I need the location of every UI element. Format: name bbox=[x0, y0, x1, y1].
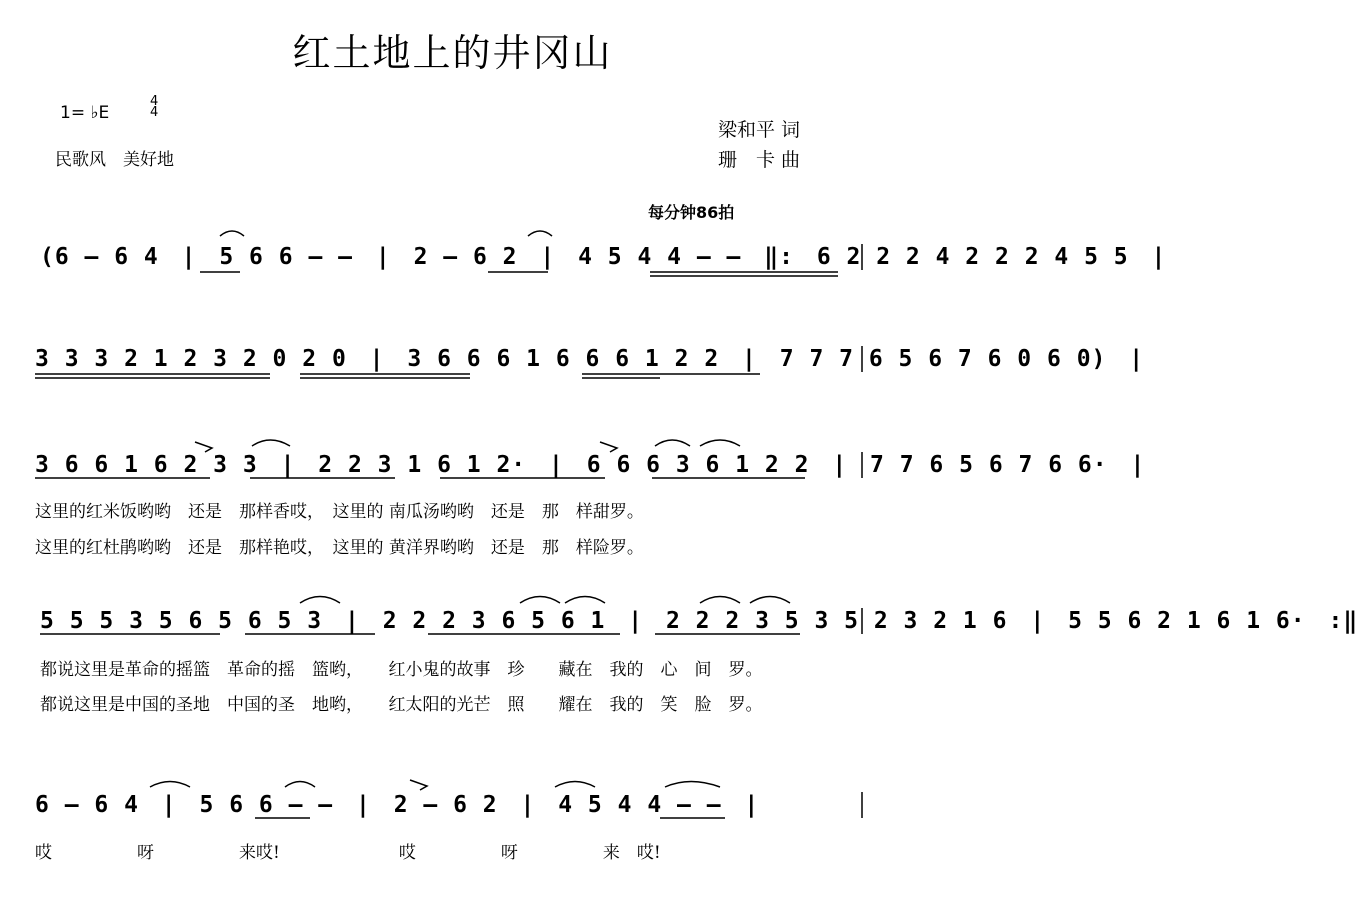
measure: 2 2 2 3 5 3 5 2 3 2 1 6 bbox=[665, 608, 1008, 634]
barline: | bbox=[540, 244, 556, 270]
measure: 6 — 6 4 bbox=[35, 792, 139, 818]
barline: | bbox=[1130, 452, 1146, 478]
measure: 3 6 6 6 1 6 6 6 1 2 2 bbox=[407, 346, 720, 372]
barline: | bbox=[369, 346, 385, 372]
measure: 2 2 2 3 6 5 6 1 bbox=[382, 608, 606, 634]
repeat-start: ‖: bbox=[764, 244, 794, 270]
lyrics-verse-1: 这里的红米饭哟哟 还是 那样香哎， 这里的 南瓜汤哟哟 还是 那 样甜罗。 bbox=[35, 502, 644, 522]
barline: | bbox=[832, 452, 848, 478]
measure: 3 3 3 2 1 2 3 2 0 2 0 bbox=[35, 346, 347, 372]
barline: | bbox=[744, 792, 760, 818]
measure: (6 — 6 4 bbox=[40, 244, 159, 270]
barline: | bbox=[742, 346, 757, 372]
barline: | bbox=[628, 608, 644, 634]
lyrics-ending: 哎 呀 来哎! 哎 呀 来 哎! bbox=[35, 843, 661, 863]
lyrics-verse-2: 都说这里是中国的圣地 中国的圣 地哟， 红太阳的光芒 照 耀在 我的 笑 脸 罗。 bbox=[40, 695, 763, 715]
song-title: 红土地上的井冈山 bbox=[292, 31, 613, 75]
lyrics-verse-1: 都说这里是革命的摇篮 革命的摇 篮哟， 红小鬼的故事 珍 藏在 我的 心 间 罗。 bbox=[40, 660, 763, 680]
barline: | bbox=[1030, 608, 1046, 634]
key-signature: 1= ♭E bbox=[60, 103, 110, 123]
measure: 7 7 6 5 6 7 6 6· bbox=[870, 452, 1108, 478]
barline: | bbox=[375, 244, 391, 270]
measure: 4 5 4 4 — — bbox=[558, 792, 722, 818]
barline: | bbox=[280, 452, 296, 478]
tempo-marking: 每分钟86拍 bbox=[648, 203, 735, 222]
barline: | bbox=[356, 792, 371, 818]
measure: 5 5 5 3 5 6 5 6 5 3 bbox=[40, 608, 323, 634]
lyrics-verse-2: 这里的红杜鹃哟哟 还是 那样艳哎， 这里的 黄洋界哟哟 还是 那 样险罗。 bbox=[35, 538, 644, 558]
measure: 5 6 6 — — bbox=[219, 244, 353, 270]
measure: 4 5 4 4 — — bbox=[578, 244, 742, 270]
measure: 2 — 6 2 bbox=[413, 244, 518, 270]
measure: 6 6 6 3 6 1 2 2 bbox=[586, 452, 810, 478]
measure: 2 2 3 1 6 1 2· bbox=[318, 452, 527, 478]
style-marking: 民歌风 美好地 bbox=[55, 150, 174, 170]
measure: 7 7 7 6 5 6 7 6 0 6 0) bbox=[779, 346, 1107, 372]
time-signature: 4 4 bbox=[150, 94, 159, 120]
barline: | bbox=[181, 244, 197, 270]
measure: 5 5 6 2 1 6 1 6· bbox=[1068, 608, 1306, 634]
measure: 3 6 6 1 6 2 3 3 bbox=[35, 452, 258, 478]
measure: 2 — 6 2 bbox=[393, 792, 498, 818]
composer-credit: 珊 卡 曲 bbox=[718, 149, 801, 171]
barline: | bbox=[344, 608, 360, 634]
lyricist-credit: 梁和平 词 bbox=[718, 119, 801, 141]
barline: | bbox=[549, 452, 564, 478]
barline: | bbox=[1151, 244, 1167, 270]
barline: | bbox=[161, 792, 177, 818]
repeat-end: :‖ bbox=[1328, 608, 1359, 634]
measure: 6 2 2 2 4 2 2 2 4 5 5 bbox=[816, 244, 1129, 270]
measure: 5 6 6 — — bbox=[199, 792, 334, 818]
barline: | bbox=[1129, 346, 1145, 372]
barline: | bbox=[520, 792, 536, 818]
